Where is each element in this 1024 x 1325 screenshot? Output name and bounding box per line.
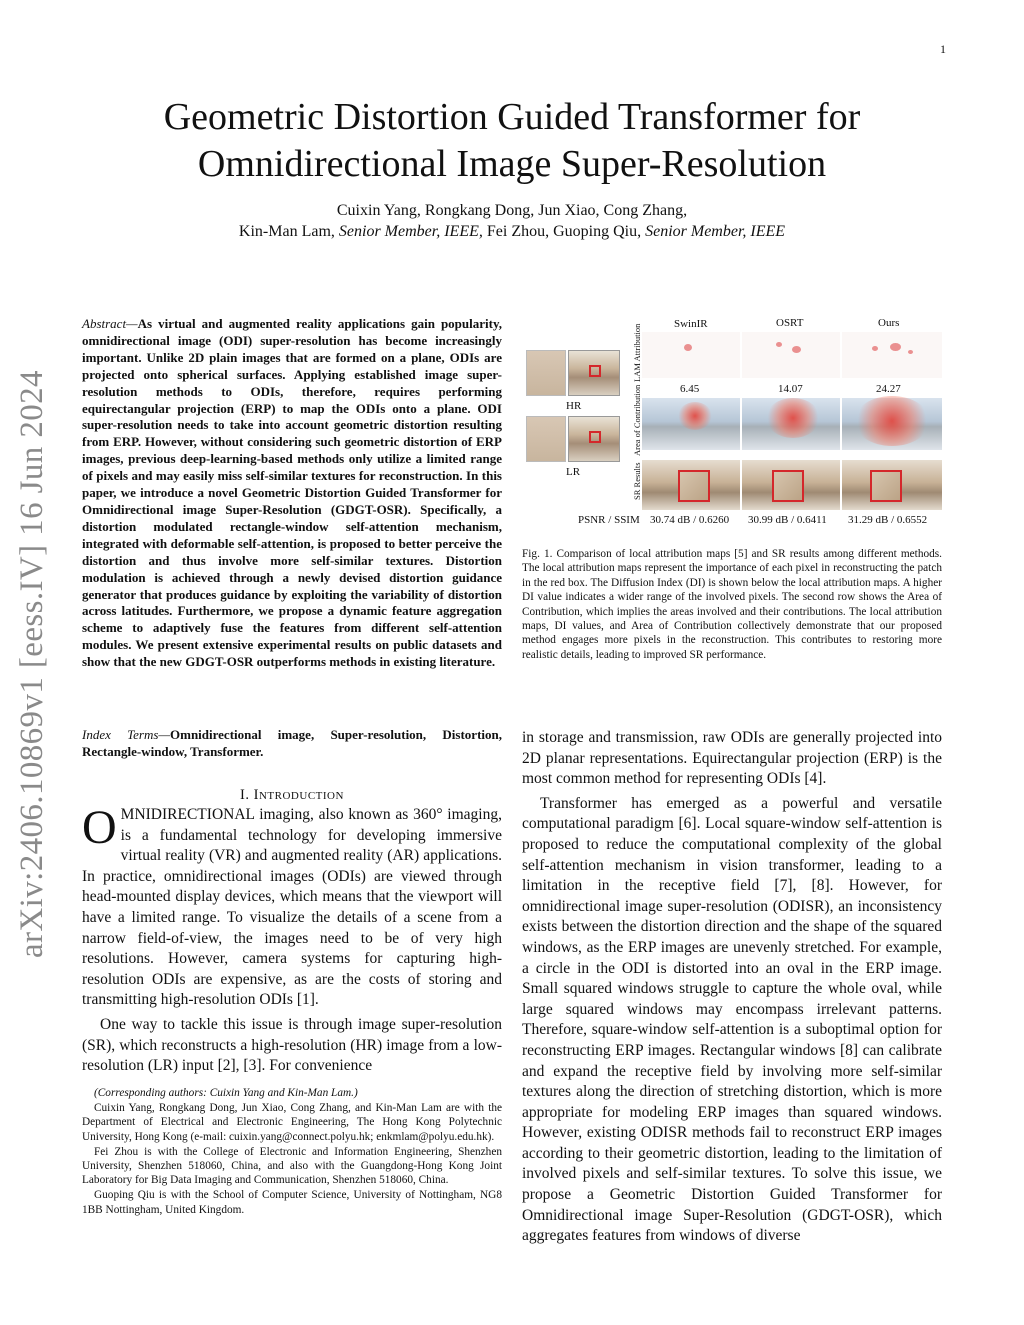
attribution-dot xyxy=(776,342,782,347)
contribution-map-ours xyxy=(842,398,942,450)
row-label-lam: LAM Attribution xyxy=(632,323,642,382)
abstract xyxy=(82,316,502,671)
section-number: I. xyxy=(240,787,254,803)
hr-panorama-image xyxy=(568,350,620,396)
sr-result-osrt xyxy=(742,460,840,510)
page-number: 1 xyxy=(940,42,946,56)
row-label-sr: SR Results xyxy=(632,462,642,500)
attribution-dot xyxy=(684,344,692,351)
hr-crop-image xyxy=(526,350,566,396)
index-terms xyxy=(82,726,502,760)
lam-map-osrt xyxy=(742,332,840,378)
body-paragraph: Transformer has emerged as a powerful and versatile computational paradigm [6]. Local square-window self-attention is proposed to reduce the computational complexity of the global self-attention mechanism in vision transformer, leading to a limitation in the receptive field [7], [8]. However, for omnidirectional image super-resolution (ODISR), an inconsistency exists between the distortion direction and the shape of the squared windows, as the ERP images are unevenly stretched. For example, a circle in the ODI is distorted into an oval in the ERP image. Small squared windows struggle to capture the whole oval, while large squared windows may encompass irrelevant patterns. Therefore, square-window self-attention is a suboptimal option for reconstructing ERP images. Rectangular windows [8] can calibrate and expand the receptive field by involving more self-similar textures along the direction of stretching distortion, which is more appropriate for modeling ERP images than squared windows. However, existing ODISR methods fail to reconstruct ERP images according to their geometric distortion, leading to the limitation of involved pixels and self-similar textures. To solve this issue, we propose a Geometric Distortion Guided Transformer for Omnidirectional image Super-Resolution (GDGT-OSR), which aggregates features from windows of diverse xyxy=(522,794,942,1245)
arxiv-stamp: arXiv:2406.10869v1 [eess.IV] 16 Jun 2024 xyxy=(14,370,50,958)
section-heading xyxy=(82,787,502,804)
introduction xyxy=(82,801,502,1077)
footnotes xyxy=(82,1086,502,1218)
zoom-box xyxy=(772,470,804,502)
row-label-contribution: Area of Contribution xyxy=(632,384,642,456)
psnr-ours: 31.29 dB / 0.6552 xyxy=(848,514,928,526)
di-value-osrt: 14.07 xyxy=(778,383,803,395)
author-title: Senior Member, IEEE xyxy=(645,223,786,240)
footnote: Guoping Qiu is with the School of Computer Science, University of Nottingham, NG8 1BB Nottingham, United Kingdom. xyxy=(82,1189,502,1216)
authors-line-1: Cuixin Yang, Rongkang Dong, Jun Xiao, Cong Zhang, xyxy=(336,202,688,219)
section-title-rest: NTRODUCTION xyxy=(258,790,344,802)
figure-caption: Fig. 1. Comparison of local attribution maps [5] and SR results among different methods. The local attribution maps represent the importance of each pixel in reconstructing the patch in the red box. The Diffusion Index (DI) is shown below the local attribution maps. A higher DI value indicates a wider range of the involved pixels. The second row shows the Area of Contribution, which implies the areas involved and their contributions. The local attribution maps, DI values, and Area of Contribution collectively demonstrate that our proposed method engages more pixels in the reconstruction. This contributes to restoring more realistic details, leading to improved SR performance. xyxy=(522,548,942,661)
contribution-map-swinir xyxy=(642,398,740,450)
title-line-1: Geometric Distortion Guided Transformer for xyxy=(163,96,861,138)
body-paragraph: in storage and transmission, raw ODIs are generally projected into 2D planar representations. Equirectangular projection (ERP) is the most common method for representing ODIs [4]. xyxy=(522,729,942,788)
author-title: Senior Member, IEEE, xyxy=(338,223,483,240)
lam-map-swinir xyxy=(642,332,740,378)
section-title-initial: I xyxy=(253,787,259,803)
sr-result-swinir xyxy=(642,460,740,510)
lam-map-ours xyxy=(842,332,942,378)
abstract-body: As virtual and augmented reality applications gain popularity, omnidirectional image (ODI) super-resolution has become increasingly important. Unlike 2D plain images that are formed on a plane, ODIs are projected onto spherical surfaces. Applying established image super-resolution methods to ODIs, therefore, requires performing equirectangular projection (ERP) to map the ODIs onto a plane. ODI super-resolution needs to take into account geometric distortion resulting from ERP. However, without considering such geometric distortion of ERP images, previous deep-learning-based methods only utilize a limited range of pixels and may easily miss self-similar textures for reconstruction. In this paper, we introduce a novel Geometric Distortion Guided Transformer for Omnidirectional image Super-Resolution (GDGT-OSR). Specifically, a distortion modulated rectangle-window self-attention mechanism, integrated with deformable self-attention, is proposed to better perceive the distortion and thus involve more self-similar textures. Distortion modulation is achieved through a newly devised distortion guidance generator that produces guidance by exploiting the variability of distortion across latitudes. Furthermore, we propose a dynamic feature aggregation scheme to adaptively fuse the features from different self-attention modules. We present extensive experimental results on public datasets and show that the new GDGT-OSR outperforms methods in existing literature. xyxy=(82,316,502,670)
footnote: Fei Zhou is with the College of Electronic and Information Engineering, Shenzhen University, Shenzhen 518060, China, and also with the Guangdong-Hong Kong Joint Laboratory for Big Data Imaging and Communication, Shenzhen 518060, China. xyxy=(82,1145,502,1187)
drop-cap: O xyxy=(82,801,117,854)
psnr-osrt: 30.99 dB / 0.6411 xyxy=(748,514,827,526)
zoom-box xyxy=(870,470,902,502)
paper-title xyxy=(80,94,944,188)
contribution-map-osrt xyxy=(742,398,840,450)
di-value-ours: 24.27 xyxy=(876,383,901,395)
attribution-dot xyxy=(792,346,801,353)
di-value-swinir: 6.45 xyxy=(680,383,700,395)
psnr-label: PSNR / SSIM xyxy=(578,514,640,526)
footnote: Cuixin Yang, Rongkang Dong, Jun Xiao, Cong Zhang, and Kin-Man Lam are with the Department of Electrical and Electronic Engineering, The Hong Kong Polytechnic University, Hong Kong (e-mail: cuixin.yang@connect.polyu.hk; enkmlam@polyu.edu.hk). xyxy=(82,1102,502,1143)
authors-zhou-qiu: Fei Zhou, Guoping Qiu, xyxy=(486,223,642,240)
sr-result-ours xyxy=(842,460,942,510)
author-list xyxy=(80,200,944,242)
heat-spot xyxy=(766,398,820,438)
abstract-lead: Abstract— xyxy=(82,316,138,331)
intro-p1-text: MNIDIRECTIONAL imaging, also known as 360° imaging, is a fundamental technology for developing immersive virtual reality (VR) and augmented reality (AR) applications. In practice, omnidirectional images (ODIs) are viewed through head-mounted display devices, which means that the viewport will have a limited range. To visualize the details of a scene from a narrow field-of-view, the images need to be of very high resolutions. However, camera systems for capturing high-resolution ODIs are expensive, as are the costs of storing and transmitting high-resolution ODIs [1]. xyxy=(82,806,502,1009)
index-lead: Index Terms— xyxy=(82,727,170,742)
method-label-swinir: SwinIR xyxy=(674,318,708,330)
heat-spot xyxy=(854,396,930,446)
index-body: Omnidirectional image, Super-resolution, Distortion, Rectangle-window, Transformer. xyxy=(82,727,502,759)
footnote-corresponding: (Corresponding authors: Cuixin Yang and Kin-Man Lam.) xyxy=(94,1087,358,1099)
intro-paragraph xyxy=(82,801,502,1011)
intro-paragraph: One way to tackle this issue is through image super-resolution (SR), which reconstructs a high-resolution (HR) image from a low-resolution (LR) input [2], [3]. For convenience xyxy=(82,1015,502,1075)
psnr-swinir: 30.74 dB / 0.6260 xyxy=(650,514,730,526)
attribution-dot xyxy=(872,346,878,351)
attribution-dot xyxy=(908,350,913,354)
attribution-dot xyxy=(890,343,901,351)
red-box xyxy=(589,431,601,443)
lr-label: LR xyxy=(566,466,581,478)
method-label-ours: Ours xyxy=(878,317,900,329)
method-label-osrt: OSRT xyxy=(776,317,804,329)
hr-label: HR xyxy=(566,400,582,412)
lr-crop-image xyxy=(526,416,566,462)
zoom-box xyxy=(678,470,710,502)
lr-panorama-image xyxy=(568,416,620,462)
title-line-2: Omnidirectional Image Super-Resolution xyxy=(197,143,827,185)
heat-spot xyxy=(678,402,712,430)
red-box xyxy=(589,365,601,377)
figure-1 xyxy=(522,310,946,532)
author-lam: Kin-Man Lam, xyxy=(238,223,335,240)
right-column-text xyxy=(522,728,942,1247)
